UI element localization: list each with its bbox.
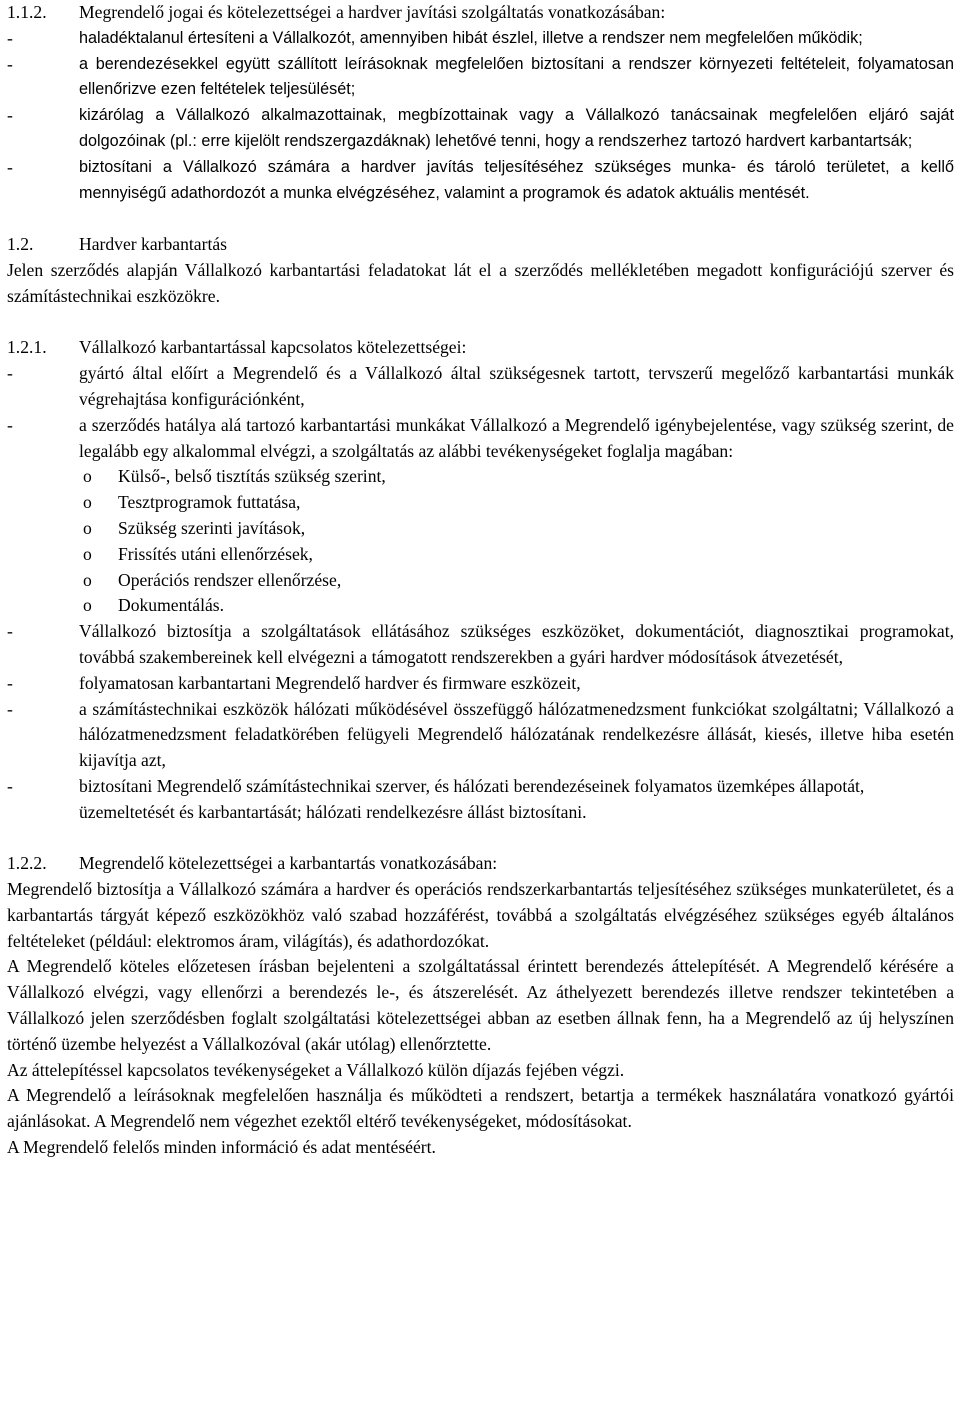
list-item — [7, 697, 954, 774]
list-item-text: a számítástechnikai eszközök hálózati működésével összefüggő hálózatmenedzsment funkciókat szolgáltatni; Vállalkozó a hálózatmenedzsment feladatkörében felügyeli Megrendelő hálózatának rendelkezésre állását, kiesés, illetve hiba esetén kijavítja azt, — [79, 698, 954, 771]
section-title: Hardver karbantartás — [79, 234, 228, 255]
spacer — [7, 206, 954, 232]
section-title: Megrendelő jogai és kötelezettségei a hardver javítási szolgáltatás vonatkozásában: — [79, 2, 666, 22]
list-item — [7, 774, 954, 826]
list-item-text: biztosítani a Vállalkozó számára a hardver javítás teljesítéséhez szükséges munka- és tároló területet, a kellő mennyiségű adathordozót a munka elvégzéséhez, valamint a programok és adatok aktuális mentését. — [79, 157, 954, 202]
section-1-2-2 — [7, 851, 954, 1161]
sub-list-item — [7, 516, 954, 542]
bullet-marker: o — [83, 492, 92, 513]
section-1-2-1 — [7, 335, 954, 825]
sub-list-item — [7, 464, 954, 490]
paragraph: A Megrendelő felelős minden információ és adat mentéséért. — [7, 1137, 436, 1158]
dash-marker: - — [7, 698, 13, 719]
dash-marker: - — [7, 105, 13, 126]
list-item-text: a berendezésekkel együtt szállított leírásoknak megfelelően biztosítani a rendszer környezeti feltételeit, folyamatosan ellenőrizve ezen feltételek teljesülését; — [79, 54, 954, 99]
section-body: Jelen szerződés alapján Vállalkozó karbantartási feladatokat lát el a szerződés mellékletében megadott konfigurációjú szerver és számítástechnikai eszközökre. — [7, 259, 954, 306]
section-number: 1.2. — [7, 234, 34, 255]
dash-marker: - — [7, 414, 13, 435]
paragraph: A Megrendelő a leírásoknak megfelelően használja és működteti a rendszert, betartja a termékek használatára vonatkozó gyártói ajánlásokat. A Megrendelő nem végezhet ezektől eltérő tevékenységeket, módosításokat. — [7, 1085, 954, 1132]
section-title: Megrendelő kötelezettségei a karbantartás vonatkozásában: — [79, 853, 498, 874]
list-item — [7, 155, 954, 207]
dash-marker: - — [7, 621, 13, 642]
section-number: 1.1.2. — [7, 2, 47, 22]
list-item — [7, 671, 954, 697]
paragraph: A Megrendelő köteles előzetesen írásban bejelenteni a szolgáltatással érintett berendezés áttelepítését. A Megrendelő kérésére a Vállalkozó elvégzi, vagy ellenőrzi a berendezés le-, és átszerelését. Az áthelyezett berendezés illetve rendszer tekintetében a Vállalkozó jelen szerződésben foglalt szolgáltatási kötelezettségei abban az esetben állnak fenn, ha a Megrendelő az új helyszínen történő üzembe helyezést a Vállalkozóval (akár utólag) ellenőrztette. — [7, 956, 954, 1054]
sub-list-item — [7, 593, 954, 619]
section-title: Vállalkozó karbantartással kapcsolatos kötelezettségei: — [79, 337, 467, 358]
sub-list-item-text: Külső-, belső tisztítás szükség szerint, — [118, 466, 386, 487]
sub-list-item-text: Tesztprogramok futtatása, — [118, 492, 301, 513]
section-1-2 — [7, 232, 954, 309]
dash-marker: - — [7, 53, 13, 74]
sub-list-item — [7, 542, 954, 568]
sub-list-item — [7, 568, 954, 594]
sub-list-item-text: Szükség szerinti javítások, — [118, 517, 306, 538]
list-item-text: haladéktalanul értesíteni a Vállalkozót, amennyiben hibát észlel, illetve a rendszer nem megfelelően működik; — [79, 28, 863, 47]
dash-marker: - — [7, 775, 13, 796]
dash-marker: - — [7, 156, 13, 177]
bullet-marker: o — [83, 543, 92, 564]
bullet-marker: o — [83, 595, 92, 616]
section-number: 1.2.2. — [7, 853, 47, 874]
dash-marker: - — [7, 672, 13, 693]
spacer — [7, 826, 954, 852]
bullet-marker: o — [83, 517, 92, 538]
list-item-text: folyamatosan karbantartani Megrendelő hardver és firmware eszközeit, — [79, 672, 581, 693]
dash-marker: - — [7, 363, 13, 384]
list-item — [7, 361, 954, 413]
list-item — [7, 619, 954, 671]
section-heading — [7, 232, 954, 258]
dash-marker: - — [7, 27, 13, 48]
sub-list-item — [7, 490, 954, 516]
spacer — [7, 310, 954, 336]
sub-list-item-text: Operációs rendszer ellenőrzése, — [118, 569, 342, 590]
bullet-marker: o — [83, 466, 92, 487]
section-heading — [7, 335, 954, 361]
section-number: 1.2.1. — [7, 337, 47, 358]
section-heading — [7, 851, 954, 877]
sub-list-item-text: Dokumentálás. — [118, 595, 225, 616]
section-heading — [7, 0, 954, 26]
bullet-marker: o — [83, 569, 92, 590]
sub-list-item-text: Frissítés utáni ellenőrzések, — [118, 543, 313, 564]
list-item-text: a szerződés hatálya alá tartozó karbantartási munkákat Vállalkozó a Megrendelő igénybejelentése, vagy szükség szerint, de legalább egy alkalommal elvégzi, a szolgáltatás az alábbi tevékenységeket foglalja magában: — [79, 414, 954, 461]
list-item — [7, 103, 954, 155]
list-item — [7, 26, 954, 52]
list-item — [7, 413, 954, 465]
list-item-text: Vállalkozó biztosítja a szolgáltatások ellátásához szükséges eszközöket, dokumentációt, diagnosztikai programokat, továbbá szakembereinek kell elvégezni a támogatott rendszerekben a gyári hardver módosítások átvezetését, — [79, 621, 954, 667]
list-item-text: biztosítani Megrendelő számítástechnikai szerver, és hálózati berendezéseinek folyamatos üzemképes állapotát, üzemeltetését és karbantartását; hálózati rendelkezésre állást biztosítani. — [79, 775, 865, 822]
list-item — [7, 52, 954, 104]
paragraph: Megrendelő biztosítja a Vállalkozó számára a hardver és operációs rendszerkarbantartás teljesítéséhez szükséges munkaterületet, és a karbantartás tárgyát képező eszközökhöz való szabad hozzáférést, továbbá a szolgáltatás elvégzéséhez szükséges egyéb általános feltételeket (például: elektromos áram, világítás), és adathordozókat. — [7, 879, 954, 951]
section-1-1-2 — [7, 0, 954, 206]
list-item-text: kizárólag a Vállalkozó alkalmazottainak, megbízottainak vagy a Vállalkozó tanácsainak megfelelően eljáró saját dolgozóinak (pl.: erre kijelölt rendszergazdáknak) lehetővé tenni, hogy a rendszerhez tartozó hardvert karbantartsák; — [79, 106, 954, 150]
paragraph: Az áttelepítéssel kapcsolatos tevékenységeket a Vállalkozó külön díjazás fejében végzi. — [7, 1059, 625, 1080]
list-item-text: gyártó által előírt a Megrendelő és a Vállalkozó által szükségesnek tartott, tervszerű megelőző karbantartási munkák végrehajtása konfigurációnként, — [79, 363, 954, 409]
